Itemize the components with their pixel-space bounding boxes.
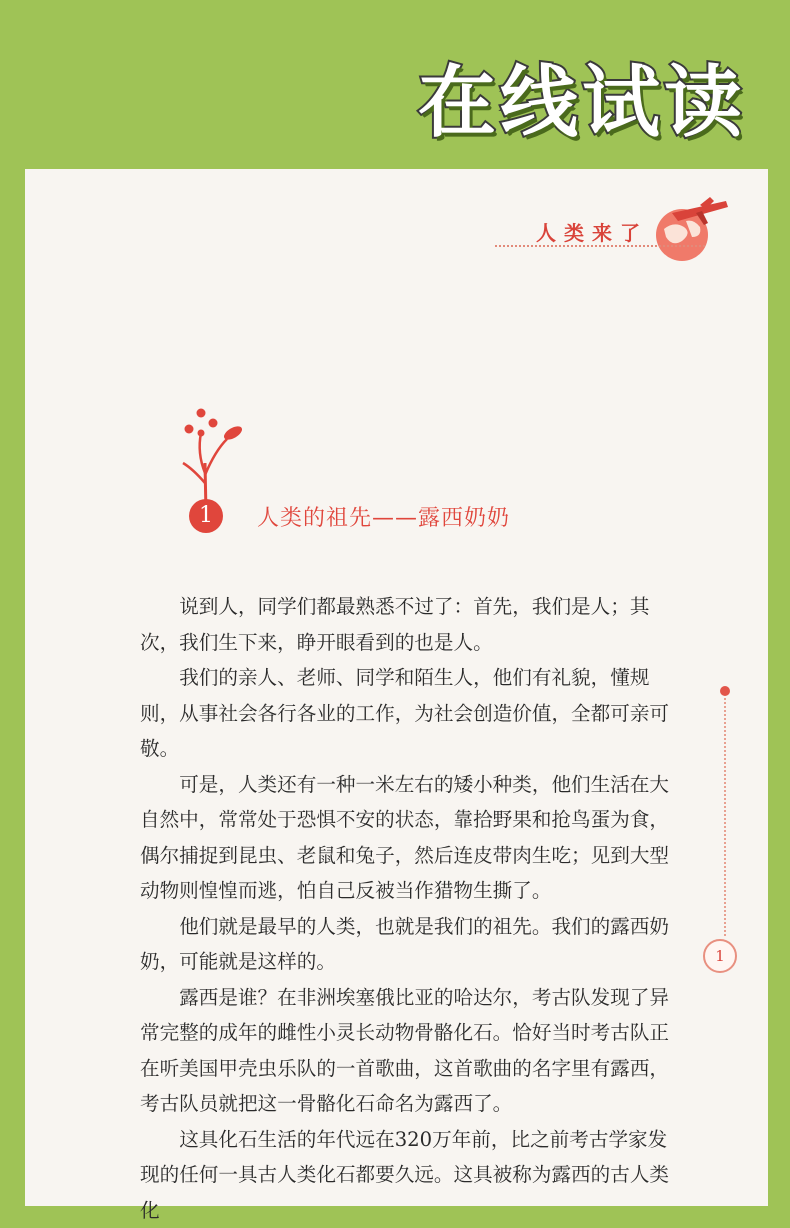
paragraph: 这具化石生活的年代远在320万年前，比之前考古学家发现的任何一具古人类化石都要久远。这具被称为露西的古人类化 — [140, 1122, 675, 1228]
paragraph: 说到人，同学们都最熟悉不过了：首先，我们是人；其次，我们生下来，睁开眼看到的也是人。 — [140, 589, 675, 660]
book-header-tag — [536, 199, 730, 263]
book-tag-text: 人类来了 — [536, 217, 648, 246]
paragraph: 可是，人类还有一种一米左右的矮小种类，他们生活在大自然中，常常处于恐惧不安的状态，靠拾野果和抢鸟蛋为食，偶尔捕捉到昆虫、老鼠和兔子，然后连皮带肉生吃；见到大型动物则惶惶而逃，怕自己反被当作猎物生撕了。 — [140, 767, 675, 909]
book-page — [25, 169, 768, 1206]
chapter-title: 人类的祖先——露西奶奶 — [257, 501, 510, 532]
body-text — [140, 589, 675, 1228]
side-dotted-line — [724, 698, 726, 936]
globe-airplane-icon — [652, 199, 730, 263]
paragraph: 我们的亲人、老师、同学和陌生人，他们有礼貌，懂规则，从事社会各行各业的工作，为社会创造价值，全都可亲可敬。 — [140, 660, 675, 767]
header-divider — [495, 245, 705, 247]
sprout-icon — [175, 403, 255, 513]
banner-title: 在线试读 — [418, 40, 746, 152]
paragraph: 他们就是最早的人类，也就是我们的祖先。我们的露西奶奶，可能就是这样的。 — [140, 909, 675, 980]
paragraph: 露西是谁？在非洲埃塞俄比亚的哈达尔，考古队发现了异常完整的成年的雌性小灵长动物骨骼化石。恰好当时考古队正在听美国甲壳虫乐队的一首歌曲，这首歌曲的名字里有露西，考古队员就把这一骨骼化石命名为露西了。 — [140, 980, 675, 1122]
side-dot — [720, 686, 730, 696]
chapter-number: 1 — [189, 499, 223, 533]
page-number: 1 — [703, 939, 737, 973]
chapter-heading — [175, 403, 595, 533]
